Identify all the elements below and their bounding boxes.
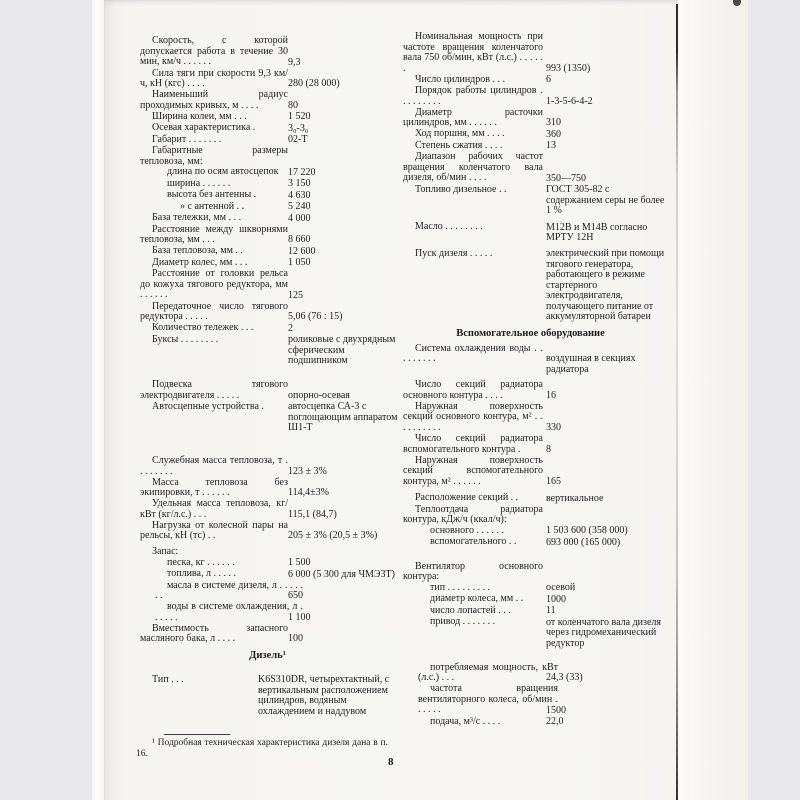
spec-row — [403, 684, 658, 717]
spec-value: 1000 — [546, 593, 566, 605]
spec-row — [140, 602, 395, 624]
spec-value: роликовые с двухрядным сферическим подшипником — [288, 334, 396, 366]
spec-value: 114,4±3% — [288, 487, 329, 498]
spec-value: вертикальное — [546, 492, 604, 504]
book-page — [104, 0, 748, 800]
spec-label: тип . . . . . . . . . — [430, 581, 491, 593]
spec-value: 5,06 (76 : 15) — [288, 311, 343, 322]
spec-label: Диаметр колес, мм . . . — [152, 256, 248, 268]
spec-label: Расстояние между шкворнями тепловоза, мм . . . — [140, 223, 288, 245]
spec-label: Габаритные размеры тепловоза, мм: — [140, 145, 288, 167]
spec-label: Наименьший радиус проходимых кривых, м . . . . — [140, 89, 288, 111]
spec-label: Ход поршня, мм . . . . — [415, 128, 505, 139]
spec-label: топлива, л . . . . . — [167, 568, 236, 579]
spec-label: высота без антенны . — [167, 189, 257, 200]
spec-row — [140, 69, 395, 91]
spec-label: Порядок работы цилиндров . . . . . . . . . — [403, 85, 543, 107]
spec-label: Диапазон рабочих частот вращения коленчатого вала дизеля, об/мин . . . . — [403, 151, 543, 183]
spec-row — [140, 302, 395, 324]
spec-value: 11 — [546, 605, 556, 616]
spec-label: число лопастей . . . — [430, 604, 511, 616]
spec-value: 125 — [288, 289, 303, 301]
spec-value: 16 — [546, 389, 556, 401]
spec-label: Наружная поверхность секций основного контура, м² . . . . . . . . . . — [403, 400, 543, 433]
spec-value: 115,1 (84,7) — [288, 508, 337, 520]
spec-value: 3 150 — [288, 178, 311, 189]
spec-row — [140, 225, 395, 247]
spec-value: 8 — [546, 443, 551, 455]
section-heading-diesel: Дизель¹ — [249, 650, 286, 661]
spec-row — [140, 36, 395, 69]
spec-row — [140, 569, 395, 581]
spec-label: Масса тепловоза без экипировки, т . . . . . . — [140, 476, 288, 498]
spec-label: Осевая характеристика . — [152, 122, 256, 133]
spec-row — [403, 537, 658, 549]
spec-value: ГОСТ 305-82 с содержанием серы не более 1 % — [546, 184, 665, 216]
spec-row — [140, 380, 395, 402]
spec-label: Число цилиндров . . . — [415, 73, 505, 85]
spec-row — [140, 581, 395, 603]
spec-value: 6 000 (5 300 для ЧМЭ3Т) — [288, 568, 395, 580]
spec-row — [403, 32, 658, 75]
spec-row — [140, 547, 395, 558]
spec-label: Степень сжатия . . . . — [415, 139, 503, 151]
spec-row — [140, 675, 395, 718]
spec-row — [403, 129, 658, 141]
spec-value: 350—750 — [546, 172, 586, 184]
spec-row — [403, 152, 658, 185]
spec-label: ширина . . . . . . — [167, 177, 231, 189]
spec-row — [140, 521, 395, 543]
spec-label: основного . . . . . . — [430, 524, 504, 536]
spec-value: 650 — [288, 590, 303, 601]
page-number: 8 — [388, 756, 394, 768]
spec-label: Расположение секций . . — [415, 492, 519, 503]
spec-row — [140, 323, 395, 335]
spec-value: 02-Т — [288, 134, 308, 145]
spec-label: длина по осям автосцепок — [167, 166, 279, 177]
spec-column-left — [140, 32, 398, 728]
spec-row — [140, 400, 398, 435]
spec-value: 330 — [546, 422, 561, 433]
spec-label: Количество тележек . . . — [152, 322, 254, 333]
spec-row — [403, 108, 658, 130]
spec-value: 1 050 — [288, 257, 311, 268]
spec-label: » с антенной . . — [180, 200, 245, 212]
spec-row — [140, 167, 395, 179]
spec-label: частота вращения вентиляторного колеса, об/мин . . . . . . — [418, 683, 558, 715]
spec-label: песка, кг . . . . . . — [167, 556, 235, 568]
facing-page-edge — [678, 0, 748, 800]
spec-value: М12В и М14В согласно МРТУ 12Н — [546, 221, 648, 243]
spec-value: 4 630 — [288, 189, 311, 201]
spec-row — [140, 90, 395, 112]
spec-value: 1 520 — [288, 111, 311, 122]
spec-value: 13 — [546, 140, 556, 151]
spec-label: Расстояние от головки рельса до кожуха тягового редуктора, мм . . . . . . — [140, 268, 288, 300]
spec-row — [403, 594, 658, 606]
spec-row — [140, 478, 395, 500]
spec-value: от коленчатого вала дизеля через гидромеханический редуктор — [546, 616, 661, 649]
spec-label: потребляемая мощность, кВт (л.с.) . . . — [418, 661, 558, 683]
spec-row — [140, 335, 395, 368]
spec-label: вспомогательного . . — [430, 536, 517, 547]
spec-label: Масло . . . . . . . . — [415, 221, 483, 232]
spec-label: Сила тяги при скорости 9,3 км/ч, кН (кгс) . . . . — [140, 67, 288, 89]
spec-value: 310 — [546, 117, 561, 128]
spec-value: осевой — [546, 582, 576, 593]
spec-label: Габарит . . . . . . . — [152, 133, 222, 145]
spec-value: 22,0 — [546, 716, 564, 727]
spec-value: 1-3-5-6-4-2 — [546, 95, 593, 107]
spec-value: 280 (28 000) — [288, 78, 340, 89]
spec-label: Буксы . . . . . . . . — [152, 333, 219, 345]
section-heading-auxiliary: Вспомогательное оборудование — [456, 328, 605, 339]
spec-value: 6 — [546, 74, 551, 85]
spec-label: Тип . . . — [152, 673, 184, 685]
spec-value: 100 — [288, 633, 303, 644]
spec-row — [140, 190, 395, 202]
spec-row — [403, 86, 658, 108]
spec-label: воды в системе охлаждения, л . . . . . . — [155, 601, 303, 623]
spec-label: подача, м³/с . . . . — [430, 715, 501, 727]
spec-value: воздушная в секциях радиатора — [546, 353, 636, 375]
spec-row — [140, 456, 395, 478]
spec-value: 9,3 — [288, 56, 301, 68]
footnote — [136, 734, 388, 760]
spec-label: Число секций радиатора вспомогательного контура . — [403, 433, 543, 455]
spec-row — [140, 269, 395, 302]
spec-label: Служебная масса тепловоза, т . . . . . . . . — [140, 455, 288, 477]
spec-label: Автосцепные устройства . — [152, 400, 264, 412]
spec-row — [140, 213, 395, 225]
spec-value: 4 000 — [288, 212, 311, 224]
spec-label: База тепловоза, мм . . — [152, 245, 243, 256]
spec-row — [140, 624, 395, 646]
page-fold-line — [676, 4, 678, 800]
spec-value: автосцепка СА-3 с поглощающим аппаратом Ш1-Т — [288, 401, 398, 433]
spec-label: Топливо дизельное . . — [415, 183, 507, 195]
spec-label: Теплоотдача радиатора контура, кДж/ч (ккал/ч): — [403, 503, 543, 525]
spec-label: Вентилятор основного контура: — [403, 560, 543, 582]
spec-value: K6S310DR, четырехтактный, с вертикальным расположением цилиндров, водяным охлаждением и наддувом — [258, 674, 390, 717]
spec-value: 80 — [288, 99, 298, 111]
spec-value: 1 500 — [288, 557, 311, 568]
spec-label: Диаметр расточки цилиндров, мм . . . . . . — [403, 106, 543, 128]
spec-row — [403, 434, 658, 456]
spec-row — [403, 717, 658, 729]
spec-row — [403, 505, 658, 526]
spec-label: Запас: — [152, 546, 179, 557]
spec-value: 3₀-3₀ — [288, 122, 309, 134]
spec-value: 2 — [288, 322, 293, 334]
spec-label: Скорость, с которой допускается работа в течение 30 мин, км/ч . . . . . . — [140, 35, 288, 67]
spec-row — [403, 562, 658, 583]
spec-value: 1 100 — [288, 611, 311, 623]
spec-content — [140, 31, 665, 728]
spec-label: Число секций радиатора основного контура . . . . — [403, 379, 543, 401]
spec-label: Наружная поверхность секций вспомогательного контура, м² . . . . . . — [403, 454, 543, 487]
spec-row — [403, 493, 658, 505]
spec-value: 5 240 — [288, 201, 311, 212]
spec-value: 24,3 (33) — [546, 672, 583, 683]
spec-row — [403, 663, 658, 685]
spec-label: привод . . . . . . . — [430, 616, 496, 627]
spec-label: Пуск дизеля . . . . . — [415, 247, 493, 259]
spec-label: Передаточное число тягового редуктора . . . . . — [140, 300, 288, 322]
page-edge-highlight — [92, 0, 104, 800]
spec-label: Вместимость запасного масляного бака, л . . . . — [140, 622, 288, 644]
spec-row — [403, 222, 658, 244]
spec-value: 12 600 — [288, 245, 316, 257]
spec-label: База тележки, мм . . . — [152, 212, 242, 223]
spec-row — [140, 246, 395, 258]
spec-row — [403, 402, 658, 435]
spec-row — [140, 123, 395, 135]
spec-row — [403, 456, 658, 489]
spec-label: Нагрузка от колесной пары на рельсы, кН (тс) . . — [140, 519, 288, 541]
spec-row — [403, 247, 665, 324]
footnote-rule — [164, 734, 230, 735]
spec-value: 8 660 — [288, 234, 311, 245]
spec-value: 123 ± 3% — [288, 465, 327, 477]
spec-label: Ширина колеи, мм . . . — [152, 110, 247, 122]
spec-row — [403, 344, 658, 376]
spec-value: 17 220 — [288, 166, 316, 178]
spec-value: 165 — [546, 476, 561, 487]
spec-value: 1500 — [546, 704, 566, 716]
spec-label: масла в системе дизеля, л . . . . . . . — [155, 579, 303, 601]
spec-label: Подвеска тягового электродвигателя . . . . . — [140, 379, 288, 401]
spec-label: Система охлаждения воды . . . . . . . . . — [403, 342, 543, 364]
spec-row — [403, 183, 665, 218]
spec-row — [403, 616, 661, 650]
spec-row — [140, 499, 395, 521]
spec-value: электрический при помощи тягового генератора, работающего в режиме стартерного электродвигателя, получающего питание от аккумуляторной батареи — [546, 248, 665, 322]
spec-label: диаметр колеса, мм . . — [430, 593, 524, 604]
spec-value: опорно-осевая — [288, 389, 350, 401]
spec-value: 693 000 (165 000) — [546, 536, 621, 548]
spec-value: 205 ± 3% (20,5 ± 3%) — [288, 530, 378, 541]
spec-value: 360 — [546, 128, 561, 140]
spec-column-right — [403, 31, 665, 728]
spec-value: 1 503 600 (358 000) — [546, 525, 628, 536]
spec-label: Удельная масса тепловоза, кг/кВт (кг/л.с.) . . . — [140, 498, 288, 520]
footnote-text: ¹ Подробная техническая характеристика дизеля дана в п. 16. — [136, 738, 388, 759]
spec-value: 993 (1350) — [546, 62, 591, 74]
spec-row — [140, 146, 395, 167]
spec-row — [403, 380, 658, 402]
spec-label: Номинальная мощность при частоте вращения коленчатого вала 750 об/мин, кВт (л.с.) . . . . . . — [403, 31, 543, 74]
